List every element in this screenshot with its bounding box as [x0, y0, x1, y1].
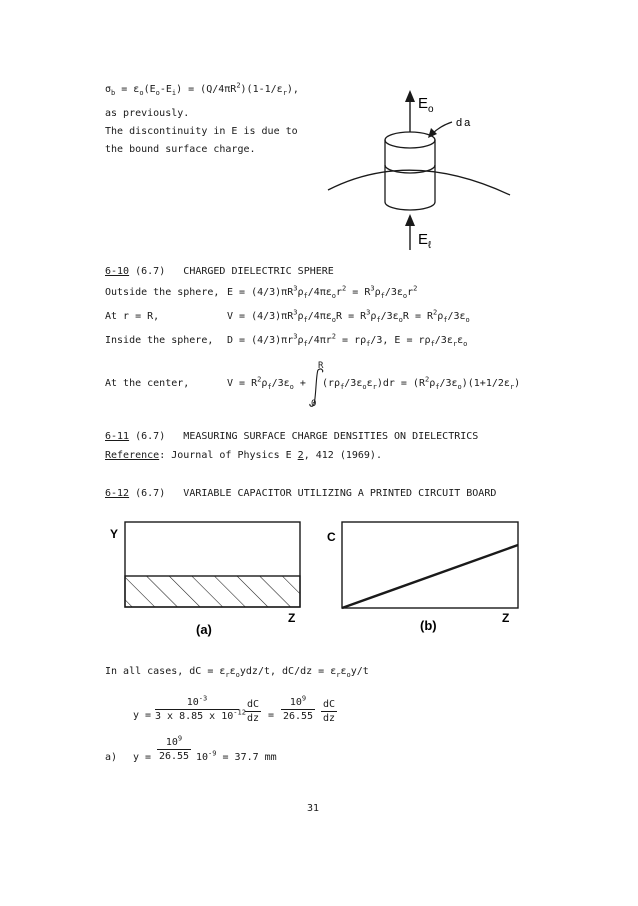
- hatched-plate-a: [125, 576, 300, 607]
- section-heading-6-10: 6-10 (6.7) CHARGED DIELECTRIC SPHERE: [105, 266, 334, 277]
- equation-y-lhs: y =: [133, 710, 152, 721]
- e-top-label: $E_o$: [418, 95, 434, 115]
- fraction-dc-dz: dC dz: [246, 699, 260, 724]
- fraction-1e9-a: $10^9$ 26.55: [158, 734, 190, 762]
- z-axis-label: Z: [502, 611, 510, 625]
- equation-label: Inside the sphere,: [105, 335, 214, 346]
- integral-lower-limit: 0: [311, 399, 317, 409]
- capacitance-line: [342, 545, 518, 608]
- equation-surface: $V = (4/3)\pi R^3\rho_f/4\pi\varepsilon_oR = R^3\rho_f/3\varepsilon_oR = R^2\rho_f/3\varepsilon_o$: [227, 308, 470, 324]
- fraction-1e9: $10^9$ 26.55: [282, 694, 314, 722]
- equals-sign: =: [268, 710, 275, 721]
- fraction-main: $10^{-3}$ 3 x 8.85 x $10^{-12}$: [155, 694, 246, 722]
- equation-result: $10^{-9} = 37.7$ mm: [196, 749, 277, 763]
- section-heading-6-12: 6-12 (6.7) VARIABLE CAPACITOR UTILIZING A PRINTED CIRCUIT BOARD: [105, 488, 497, 499]
- equation-center-part2: $(r\rho_f/3\varepsilon_o\varepsilon_r)dr = (R^2\rho_f/3\varepsilon_o)(1+1/2\varepsilon_r)$: [322, 375, 521, 391]
- figure-caption-a: (a): [196, 622, 212, 637]
- equation-inside: $D = (4/3)\pi r^3\rho_f/4\pi r^2 = r\rho_f/3$, $E = r\rho_f/3\varepsilon_r\varepsilon_o$: [227, 332, 468, 348]
- e-bottom-label: $E_\ell$: [418, 231, 432, 251]
- page-number: 31: [307, 803, 320, 814]
- equation-label: At the center,: [105, 378, 190, 389]
- section-heading-6-11: 6-11 (6.7) MEASURING SURFACE CHARGE DENSITIES ON DIELECTRICS: [105, 431, 479, 442]
- equation-center-part1: $V = R^2\rho_f/3\varepsilon_o$ +: [227, 375, 306, 391]
- reference-line: Reference: Journal of Physics E 2, 412 (1969).: [105, 450, 382, 461]
- integral-upper-limit: R: [318, 361, 324, 371]
- equation-label: At r = R,: [105, 311, 160, 322]
- equation-label: Outside the sphere,: [105, 287, 220, 298]
- y-axis-label: Y: [110, 527, 119, 541]
- text-line: The discontinuity in E is due to: [105, 126, 298, 137]
- equation-outside: $E = (4/3)\pi R^3\rho_f/4\pi\varepsilon_or^2 = R^3\rho_f/3\varepsilon_or^2$: [227, 284, 418, 300]
- case-label-a: a): [105, 752, 118, 763]
- text-line: the bound surface charge.: [105, 144, 256, 155]
- da-label: da: [456, 117, 473, 129]
- figure-caption-b: (b): [420, 618, 437, 633]
- fraction-dc-dz-2: dC dz: [322, 699, 336, 724]
- equation-y-lhs: y =: [133, 752, 152, 763]
- c-axis-label: C: [327, 530, 336, 544]
- board-outline-b: [342, 522, 518, 608]
- equation-all-cases: In all cases, dC = $\varepsilon_r\varepsilon_oydz/t$, $dC/dz = \varepsilon_r\varepsilon_oy/t$: [105, 666, 369, 679]
- z-axis-label: Z: [288, 611, 296, 625]
- text-line: as previously.: [105, 108, 190, 119]
- boundary-condition-equation: $\sigma_b = \varepsilon_o(E_o-E_i) = (Q/4\pi R^2)(1-1/\varepsilon_r)$,: [105, 81, 299, 97]
